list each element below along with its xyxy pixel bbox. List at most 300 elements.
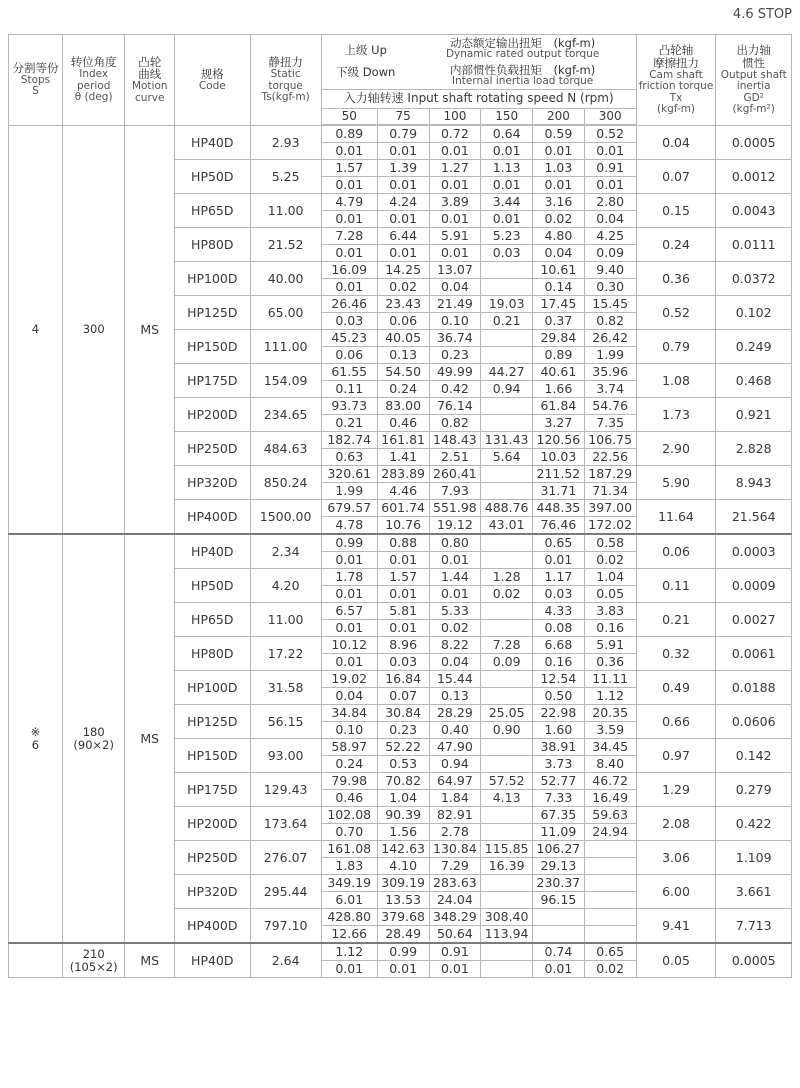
friction-torque-cell: 0.66 bbox=[636, 705, 716, 739]
dynamic-torque-cell bbox=[481, 671, 533, 688]
dynamic-torque-cell: 64.97 bbox=[429, 773, 481, 790]
index-value: 210 bbox=[82, 946, 105, 961]
inertia-torque-cell: 0.42 bbox=[429, 381, 481, 398]
inertia-torque-cell: 0.02 bbox=[533, 211, 585, 228]
dynamic-torque-cell: 2.80 bbox=[584, 194, 636, 211]
dynamic-torque-cell bbox=[481, 330, 533, 347]
dynamic-torque-cell: 260.41 bbox=[429, 466, 481, 483]
static-torque-cell: 17.22 bbox=[250, 637, 321, 671]
dynamic-torque-cell bbox=[533, 909, 585, 926]
output-inertia-cell: 21.564 bbox=[716, 500, 792, 535]
inertia-torque-cell: 0.01 bbox=[321, 620, 377, 637]
inertia-torque-cell: 0.01 bbox=[377, 245, 429, 262]
dynamic-torque-cell: 67.35 bbox=[533, 807, 585, 824]
friction-torque-cell: 0.05 bbox=[636, 943, 716, 978]
header-friction-torque: 凸轮轴 摩擦扭力 Cam shaft friction torque Tx (kgf-m) bbox=[636, 35, 716, 126]
inertia-torque-cell: 0.82 bbox=[429, 415, 481, 432]
index-value: 180 bbox=[82, 724, 105, 739]
index-cell bbox=[62, 943, 125, 978]
inertia-torque-cell: 0.01 bbox=[429, 961, 481, 978]
inertia-torque-cell: 0.04 bbox=[429, 279, 481, 296]
inertia-torque-cell: 31.71 bbox=[533, 483, 585, 500]
output-inertia-cell: 0.0606 bbox=[716, 705, 792, 739]
dynamic-torque-cell: 21.49 bbox=[429, 296, 481, 313]
dynamic-torque-cell: 6.44 bbox=[377, 228, 429, 245]
inertia-torque-cell: 1.12 bbox=[584, 688, 636, 705]
inertia-torque-cell: 0.94 bbox=[481, 381, 533, 398]
inertia-torque-cell bbox=[481, 552, 533, 569]
inertia-torque-cell bbox=[481, 824, 533, 841]
dynamic-torque-cell: 106.27 bbox=[533, 841, 585, 858]
inertia-torque-cell: 19.12 bbox=[429, 517, 481, 535]
inertia-torque-cell: 0.13 bbox=[429, 688, 481, 705]
dynamic-torque-cell: 283.63 bbox=[429, 875, 481, 892]
output-inertia-cell: 0.102 bbox=[716, 296, 792, 330]
dynamic-torque-cell: 54.50 bbox=[377, 364, 429, 381]
inertia-torque-cell bbox=[481, 620, 533, 637]
dynamic-torque-cell: 83.00 bbox=[377, 398, 429, 415]
inertia-torque-cell: 0.01 bbox=[429, 211, 481, 228]
dynamic-torque-cell: 102.08 bbox=[321, 807, 377, 824]
dynamic-torque-cell: 0.65 bbox=[584, 943, 636, 961]
curve-cell: MS bbox=[125, 126, 175, 535]
output-inertia-cell: 0.0061 bbox=[716, 637, 792, 671]
inertia-torque-cell: 0.09 bbox=[481, 654, 533, 671]
code-cell: HP65D bbox=[175, 603, 250, 637]
inertia-torque-cell: 8.40 bbox=[584, 756, 636, 773]
inertia-torque-cell: 172.02 bbox=[584, 517, 636, 535]
inertia-torque-cell: 2.51 bbox=[429, 449, 481, 466]
inertia-torque-cell: 0.01 bbox=[321, 654, 377, 671]
dynamic-torque-cell bbox=[584, 841, 636, 858]
friction-torque-cell: 2.90 bbox=[636, 432, 716, 466]
dynamic-torque-cell: 0.72 bbox=[429, 126, 481, 143]
inertia-torque-cell: 0.10 bbox=[429, 313, 481, 330]
friction-torque-cell: 0.32 bbox=[636, 637, 716, 671]
output-inertia-cell: 0.0012 bbox=[716, 160, 792, 194]
inertia-torque-cell: 0.46 bbox=[377, 415, 429, 432]
code-cell: HP320D bbox=[175, 875, 250, 909]
output-inertia-cell: 0.422 bbox=[716, 807, 792, 841]
static-torque-cell: 2.34 bbox=[250, 534, 321, 569]
inertia-torque-cell: 11.09 bbox=[533, 824, 585, 841]
dynamic-torque-cell: 13.07 bbox=[429, 262, 481, 279]
static-torque-cell: 31.58 bbox=[250, 671, 321, 705]
static-torque-cell: 93.00 bbox=[250, 739, 321, 773]
inertia-torque-cell: 5.64 bbox=[481, 449, 533, 466]
inertia-torque-cell: 0.01 bbox=[377, 143, 429, 160]
inertia-torque-cell: 0.01 bbox=[321, 245, 377, 262]
inertia-torque-cell: 0.70 bbox=[321, 824, 377, 841]
dynamic-torque-cell: 6.68 bbox=[533, 637, 585, 654]
inertia-torque-cell bbox=[481, 279, 533, 296]
dynamic-torque-cell: 148.43 bbox=[429, 432, 481, 449]
friction-torque-cell: 11.64 bbox=[636, 500, 716, 535]
dynamic-torque-cell: 6.57 bbox=[321, 603, 377, 620]
inertia-torque-cell: 0.89 bbox=[533, 347, 585, 364]
header-static-torque: 静扭力 Static torque Ts(kgf-m) bbox=[250, 35, 321, 126]
output-inertia-cell: 0.142 bbox=[716, 739, 792, 773]
inertia-torque-cell: 0.21 bbox=[321, 415, 377, 432]
curve-cell: MS bbox=[125, 534, 175, 943]
static-torque-cell: 11.00 bbox=[250, 194, 321, 228]
dynamic-torque-cell: 44.27 bbox=[481, 364, 533, 381]
inertia-torque-title: 内部惯性负载扭矩 (kgf-m) bbox=[450, 62, 596, 77]
inertia-torque-cell: 0.03 bbox=[377, 654, 429, 671]
inertia-torque-cell: 0.06 bbox=[377, 313, 429, 330]
dynamic-torque-cell: 23.43 bbox=[377, 296, 429, 313]
code-cell: HP250D bbox=[175, 432, 250, 466]
header-output-inertia: 出力轴 惯性 Output shaft inertia GD² (kgf-m²) bbox=[716, 35, 792, 126]
inertia-torque-cell: 0.10 bbox=[321, 722, 377, 739]
inertia-torque-cell: 29.13 bbox=[533, 858, 585, 875]
inertia-torque-cell: 0.01 bbox=[321, 177, 377, 194]
dynamic-torque-cell: 601.74 bbox=[377, 500, 429, 517]
dynamic-torque-cell: 5.91 bbox=[429, 228, 481, 245]
dynamic-torque-cell: 4.80 bbox=[533, 228, 585, 245]
dynamic-torque-cell: 130.84 bbox=[429, 841, 481, 858]
inertia-torque-cell bbox=[584, 858, 636, 875]
inertia-torque-cell bbox=[481, 347, 533, 364]
code-cell: HP250D bbox=[175, 841, 250, 875]
dynamic-torque-cell: 131.43 bbox=[481, 432, 533, 449]
stops-cell bbox=[9, 534, 63, 943]
dynamic-torque-cell: 4.24 bbox=[377, 194, 429, 211]
inertia-torque-cell: 0.08 bbox=[533, 620, 585, 637]
dynamic-torque-cell: 35.96 bbox=[584, 364, 636, 381]
dynamic-torque-cell: 211.52 bbox=[533, 466, 585, 483]
static-torque-cell: 65.00 bbox=[250, 296, 321, 330]
inertia-torque-cell: 0.01 bbox=[533, 961, 585, 978]
inertia-torque-cell: 0.01 bbox=[429, 586, 481, 603]
inertia-torque-cell: 0.11 bbox=[321, 381, 377, 398]
dynamic-torque-cell: 57.52 bbox=[481, 773, 533, 790]
inertia-torque-cell: 0.24 bbox=[321, 756, 377, 773]
dynamic-torque-cell: 8.22 bbox=[429, 637, 481, 654]
code-cell: HP40D bbox=[175, 534, 250, 569]
output-inertia-cell: 0.249 bbox=[716, 330, 792, 364]
output-inertia-cell: 0.0372 bbox=[716, 262, 792, 296]
dynamic-torque-cell: 4.79 bbox=[321, 194, 377, 211]
inertia-torque-cell: 96.15 bbox=[533, 892, 585, 909]
dynamic-torque-cell: 34.45 bbox=[584, 739, 636, 756]
dynamic-torque-cell: 30.84 bbox=[377, 705, 429, 722]
friction-torque-cell: 0.06 bbox=[636, 534, 716, 569]
dynamic-torque-cell: 679.57 bbox=[321, 500, 377, 517]
dynamic-torque-cell: 1.17 bbox=[533, 569, 585, 586]
dynamic-torque-cell: 0.79 bbox=[377, 126, 429, 143]
static-torque-cell: 129.43 bbox=[250, 773, 321, 807]
dynamic-torque-cell: 52.22 bbox=[377, 739, 429, 756]
dynamic-torque-cell: 7.28 bbox=[321, 228, 377, 245]
dynamic-torque-cell: 70.82 bbox=[377, 773, 429, 790]
dynamic-torque-cell: 551.98 bbox=[429, 500, 481, 517]
dynamic-torque-cell: 349.19 bbox=[321, 875, 377, 892]
dynamic-torque-cell: 3.83 bbox=[584, 603, 636, 620]
inertia-torque-cell: 0.04 bbox=[321, 688, 377, 705]
inertia-torque-cell: 12.66 bbox=[321, 926, 377, 944]
table-row bbox=[9, 943, 792, 961]
dynamic-torque-cell: 40.05 bbox=[377, 330, 429, 347]
inertia-torque-cell: 0.01 bbox=[321, 211, 377, 228]
dynamic-torque-cell: 0.88 bbox=[377, 534, 429, 552]
inertia-torque-cell: 16.39 bbox=[481, 858, 533, 875]
dynamic-torque-cell bbox=[584, 875, 636, 892]
inertia-torque-cell: 0.14 bbox=[533, 279, 585, 296]
dynamic-torque-cell: 5.81 bbox=[377, 603, 429, 620]
inertia-torque-cell: 24.04 bbox=[429, 892, 481, 909]
dynamic-torque-cell: 1.03 bbox=[533, 160, 585, 177]
inertia-torque-cell: 0.82 bbox=[584, 313, 636, 330]
inertia-torque-cell bbox=[533, 926, 585, 944]
friction-torque-cell: 0.04 bbox=[636, 126, 716, 160]
code-cell: HP125D bbox=[175, 705, 250, 739]
curve-cell: MS bbox=[125, 943, 175, 978]
friction-torque-cell: 3.06 bbox=[636, 841, 716, 875]
dynamic-torque-cell: 10.12 bbox=[321, 637, 377, 654]
code-cell: HP320D bbox=[175, 466, 250, 500]
dynamic-torque-cell: 283.89 bbox=[377, 466, 429, 483]
friction-torque-cell: 2.08 bbox=[636, 807, 716, 841]
output-inertia-cell: 0.0009 bbox=[716, 569, 792, 603]
dynamic-torque-cell: 19.02 bbox=[321, 671, 377, 688]
inertia-torque-cell: 0.01 bbox=[481, 143, 533, 160]
inertia-torque-cell: 0.01 bbox=[377, 177, 429, 194]
inertia-torque-cell bbox=[481, 483, 533, 500]
dynamic-torque-cell: 17.45 bbox=[533, 296, 585, 313]
inertia-torque-cell: 0.01 bbox=[584, 177, 636, 194]
static-torque-cell: 295.44 bbox=[250, 875, 321, 909]
dynamic-torque-cell: 61.55 bbox=[321, 364, 377, 381]
inertia-torque-cell: 0.02 bbox=[584, 961, 636, 978]
dynamic-torque-cell: 5.23 bbox=[481, 228, 533, 245]
inertia-torque-cell: 0.02 bbox=[429, 620, 481, 637]
inertia-torque-cell: 7.35 bbox=[584, 415, 636, 432]
inertia-torque-cell: 4.46 bbox=[377, 483, 429, 500]
dynamic-torque-cell: 3.89 bbox=[429, 194, 481, 211]
inertia-torque-cell: 0.03 bbox=[533, 586, 585, 603]
inertia-torque-cell: 113.94 bbox=[481, 926, 533, 944]
inertia-torque-cell: 0.01 bbox=[321, 586, 377, 603]
inertia-torque-cell: 2.78 bbox=[429, 824, 481, 841]
inertia-torque-cell: 0.01 bbox=[533, 552, 585, 569]
static-torque-cell: 154.09 bbox=[250, 364, 321, 398]
page-section-label: 4.6 STOP bbox=[732, 7, 792, 22]
inertia-torque-cell: 0.01 bbox=[429, 143, 481, 160]
index-subvalue: (105×2) bbox=[69, 959, 118, 974]
dynamic-torque-cell: 10.61 bbox=[533, 262, 585, 279]
output-inertia-cell: 2.828 bbox=[716, 432, 792, 466]
inertia-torque-cell: 28.49 bbox=[377, 926, 429, 944]
inertia-torque-cell: 0.46 bbox=[321, 790, 377, 807]
inertia-torque-cell: 0.63 bbox=[321, 449, 377, 466]
code-cell: HP150D bbox=[175, 739, 250, 773]
inertia-torque-cell: 4.78 bbox=[321, 517, 377, 535]
static-torque-cell: 40.00 bbox=[250, 262, 321, 296]
dynamic-torque-cell: 1.44 bbox=[429, 569, 481, 586]
dynamic-torque-cell: 0.59 bbox=[533, 126, 585, 143]
stops-cell bbox=[9, 943, 63, 978]
inertia-torque-cell: 3.27 bbox=[533, 415, 585, 432]
friction-torque-cell: 1.29 bbox=[636, 773, 716, 807]
friction-torque-cell: 1.08 bbox=[636, 364, 716, 398]
stops-cell bbox=[9, 126, 63, 535]
dynamic-torque-cell: 29.84 bbox=[533, 330, 585, 347]
static-torque-cell: 4.20 bbox=[250, 569, 321, 603]
inertia-torque-cell: 0.01 bbox=[481, 177, 533, 194]
friction-torque-cell: 0.15 bbox=[636, 194, 716, 228]
static-torque-cell: 850.24 bbox=[250, 466, 321, 500]
dynamic-torque-cell: 1.27 bbox=[429, 160, 481, 177]
output-inertia-cell: 0.0027 bbox=[716, 603, 792, 637]
dynamic-torque-cell: 1.57 bbox=[377, 569, 429, 586]
dynamic-torque-cell: 1.78 bbox=[321, 569, 377, 586]
static-torque-cell: 1500.00 bbox=[250, 500, 321, 535]
dynamic-torque-cell: 161.81 bbox=[377, 432, 429, 449]
dynamic-torque-cell: 12.54 bbox=[533, 671, 585, 688]
speed-75: 75 bbox=[377, 109, 429, 125]
inertia-torque-cell: 1.66 bbox=[533, 381, 585, 398]
inertia-torque-cell: 1.83 bbox=[321, 858, 377, 875]
dynamic-torque-cell: 20.35 bbox=[584, 705, 636, 722]
dynamic-torque-cell: 0.91 bbox=[429, 943, 481, 961]
speed-100: 100 bbox=[429, 109, 481, 125]
inertia-torque-cell: 0.01 bbox=[377, 552, 429, 569]
dynamic-torque-cell: 0.80 bbox=[429, 534, 481, 552]
spec-table bbox=[8, 34, 792, 978]
stops-value: 6 bbox=[31, 737, 40, 752]
static-torque-cell: 5.25 bbox=[250, 160, 321, 194]
dynamic-torque-cell: 0.64 bbox=[481, 126, 533, 143]
dynamic-torque-cell: 8.96 bbox=[377, 637, 429, 654]
dynamic-torque-cell: 19.03 bbox=[481, 296, 533, 313]
dynamic-torque-cell: 488.76 bbox=[481, 500, 533, 517]
label-upper: 上级 Up bbox=[344, 43, 387, 58]
friction-torque-cell: 0.07 bbox=[636, 160, 716, 194]
table-header bbox=[9, 35, 792, 126]
dynamic-torque-cell: 120.56 bbox=[533, 432, 585, 449]
dynamic-torque-cell: 15.44 bbox=[429, 671, 481, 688]
output-inertia-cell: 0.0005 bbox=[716, 943, 792, 978]
dynamic-torque-cell: 9.40 bbox=[584, 262, 636, 279]
inertia-torque-cell bbox=[481, 756, 533, 773]
inertia-torque-cell: 1.41 bbox=[377, 449, 429, 466]
inertia-torque-cell: 0.24 bbox=[377, 381, 429, 398]
dynamic-torque-cell: 379.68 bbox=[377, 909, 429, 926]
dynamic-torque-cell: 428.80 bbox=[321, 909, 377, 926]
inertia-torque-cell: 0.02 bbox=[377, 279, 429, 296]
code-cell: HP175D bbox=[175, 773, 250, 807]
dynamic-torque-cell: 0.74 bbox=[533, 943, 585, 961]
dynamic-torque-cell bbox=[584, 909, 636, 926]
dynamic-torque-cell: 397.00 bbox=[584, 500, 636, 517]
code-cell: HP200D bbox=[175, 807, 250, 841]
table-row bbox=[9, 534, 792, 552]
output-inertia-cell: 0.279 bbox=[716, 773, 792, 807]
code-cell: HP50D bbox=[175, 569, 250, 603]
friction-torque-cell: 0.21 bbox=[636, 603, 716, 637]
dynamic-torque-cell: 7.28 bbox=[481, 637, 533, 654]
dynamic-torque-cell: 308.40 bbox=[481, 909, 533, 926]
static-torque-cell: 484.63 bbox=[250, 432, 321, 466]
dynamic-torque-cell: 61.84 bbox=[533, 398, 585, 415]
inertia-torque-cell: 1.60 bbox=[533, 722, 585, 739]
inertia-torque-cell: 0.16 bbox=[533, 654, 585, 671]
code-cell: HP125D bbox=[175, 296, 250, 330]
code-cell: HP40D bbox=[175, 126, 250, 160]
stops-value: 4 bbox=[31, 322, 40, 337]
inertia-torque-cell bbox=[584, 892, 636, 909]
dynamic-torque-cell: 4.33 bbox=[533, 603, 585, 620]
inertia-torque-cell: 0.01 bbox=[321, 143, 377, 160]
stops-mark: ※ bbox=[30, 724, 41, 739]
inertia-torque-cell: 1.99 bbox=[584, 347, 636, 364]
dynamic-torque-cell: 348.29 bbox=[429, 909, 481, 926]
dynamic-torque-cell: 142.63 bbox=[377, 841, 429, 858]
inertia-torque-cell: 7.33 bbox=[533, 790, 585, 807]
dynamic-torque-cell: 28.29 bbox=[429, 705, 481, 722]
inertia-torque-cell: 0.01 bbox=[377, 961, 429, 978]
dynamic-torque-cell: 230.37 bbox=[533, 875, 585, 892]
inertia-torque-cell: 0.04 bbox=[429, 654, 481, 671]
output-inertia-cell: 0.0188 bbox=[716, 671, 792, 705]
dynamic-torque-cell: 52.77 bbox=[533, 773, 585, 790]
index-cell bbox=[62, 126, 125, 535]
dynamic-torque-cell: 14.25 bbox=[377, 262, 429, 279]
table-body bbox=[9, 126, 792, 978]
inertia-torque-cell: 0.01 bbox=[429, 245, 481, 262]
static-torque-cell: 56.15 bbox=[250, 705, 321, 739]
static-torque-cell: 234.65 bbox=[250, 398, 321, 432]
dynamic-torque-cell: 182.74 bbox=[321, 432, 377, 449]
dynamic-torque-cell: 1.13 bbox=[481, 160, 533, 177]
dynamic-torque-cell: 38.91 bbox=[533, 739, 585, 756]
dynamic-torque-cell bbox=[481, 943, 533, 961]
dynamic-torque-cell: 46.72 bbox=[584, 773, 636, 790]
friction-torque-cell: 0.36 bbox=[636, 262, 716, 296]
inertia-torque-cell: 0.02 bbox=[481, 586, 533, 603]
dynamic-torque-cell: 161.08 bbox=[321, 841, 377, 858]
dynamic-torque-cell: 1.12 bbox=[321, 943, 377, 961]
friction-torque-cell: 9.41 bbox=[636, 909, 716, 944]
speed-150: 150 bbox=[481, 109, 533, 125]
inertia-torque-cell: 0.53 bbox=[377, 756, 429, 773]
inertia-torque-cell: 0.36 bbox=[584, 654, 636, 671]
inertia-torque-cell bbox=[481, 415, 533, 432]
dynamic-torque-cell: 0.52 bbox=[584, 126, 636, 143]
inertia-torque-cell: 4.13 bbox=[481, 790, 533, 807]
dynamic-torque-cell: 93.73 bbox=[321, 398, 377, 415]
output-inertia-cell: 0.0005 bbox=[716, 126, 792, 160]
dynamic-torque-cell bbox=[481, 534, 533, 552]
dynamic-torque-cell: 5.91 bbox=[584, 637, 636, 654]
output-inertia-cell: 3.661 bbox=[716, 875, 792, 909]
dynamic-torque-cell: 0.65 bbox=[533, 534, 585, 552]
dynamic-torque-cell bbox=[481, 398, 533, 415]
friction-torque-cell: 6.00 bbox=[636, 875, 716, 909]
inertia-torque-cell: 3.73 bbox=[533, 756, 585, 773]
label-lower: 下级 Down bbox=[336, 65, 396, 79]
code-cell: HP65D bbox=[175, 194, 250, 228]
static-torque-cell: 276.07 bbox=[250, 841, 321, 875]
dynamic-torque-cell: 16.09 bbox=[321, 262, 377, 279]
dynamic-torque-cell: 1.04 bbox=[584, 569, 636, 586]
friction-torque-cell: 1.73 bbox=[636, 398, 716, 432]
friction-torque-cell: 5.90 bbox=[636, 466, 716, 500]
inertia-torque-cell: 0.01 bbox=[584, 143, 636, 160]
dynamic-torque-cell bbox=[481, 262, 533, 279]
table-row bbox=[9, 126, 792, 143]
